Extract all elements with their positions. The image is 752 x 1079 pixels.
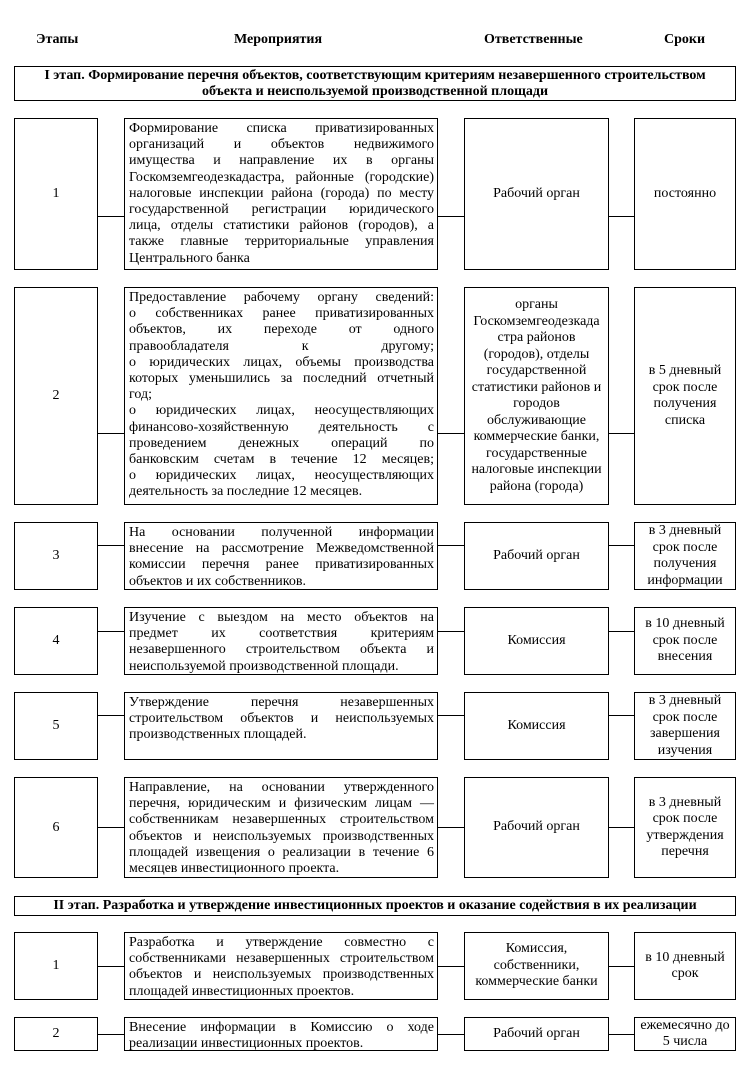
connector-line [438,216,464,217]
text-block [649,693,721,759]
connector-line [609,1034,634,1035]
term-box [634,777,736,878]
text-block [129,121,434,267]
text-line: в 10 дневный [645,616,725,632]
text-line: срок после [652,632,718,648]
connector-line [438,631,464,632]
text-line: в 10 дневный [645,949,725,965]
text-block [645,950,724,983]
text-line: срок после [652,539,718,555]
header-activities: Мероприятия [234,32,323,47]
connector-line [438,966,464,967]
connector-line [98,827,124,828]
text-line: о юридических лицах, объемы производства [129,354,434,370]
stage-1-title-line-2: объекта и неиспользуемой производственной площади [201,84,549,99]
connector-line [609,631,634,632]
text-line: стра районов [497,330,576,345]
text-line: также главные территориальные управления [129,234,434,250]
text-block [507,718,565,735]
connector-line [98,216,124,217]
text-line: статистики районов и [471,379,602,395]
term-box [634,118,736,270]
text-line: срок после [652,379,718,395]
text-block [507,633,565,650]
text-line: правообладателя к другому; [129,338,434,354]
activity-box [124,118,438,270]
connector-line [98,631,124,632]
text-block [129,695,434,744]
text-line: Госкомземгеодезкада [473,313,600,329]
responsible-box [464,692,609,760]
text-line: производственных площадей. [129,727,307,743]
row-number: 2 [14,287,98,505]
activity-box [124,932,438,1000]
text-block [493,1026,580,1043]
header-terms: Сроки [664,32,706,47]
text-line: Рабочий орган [493,819,580,835]
responsible-box [464,1017,609,1051]
connector-line [98,545,124,546]
connector-line [609,827,634,828]
text-line: Комиссия [507,717,566,733]
row-number: 6 [14,777,98,878]
row-number: 1 [14,932,98,1000]
row-number: 3 [14,522,98,590]
header-responsible: Ответственные [484,32,583,47]
text-line: которых уменьшились за последний отчетный [129,371,434,387]
text-line: деятельность за последние 12 месяцев. [129,484,363,500]
text-line: срок [671,966,699,981]
text-line: государственной регистрации юридического [129,202,434,218]
text-line: Рабочий орган [493,185,580,201]
text-line: срок после [652,709,718,725]
text-line: государственные [486,445,587,461]
responsible-box [464,607,609,675]
text-line: списка [664,412,706,428]
text-line: в 3 дневный [648,693,722,708]
text-line: завершения [650,726,720,741]
connector-line [438,827,464,828]
text-block [475,941,597,991]
text-line: организаций и объектов недвижимого [129,137,434,153]
connector-line [438,433,464,434]
activity-box [124,777,438,878]
text-line: района (города) [489,478,584,494]
connector-line [438,715,464,716]
connector-line [609,715,634,716]
text-line: перечня [661,844,709,859]
activity-box [124,522,438,590]
row-number: 4 [14,607,98,675]
text-line: городов [513,396,560,411]
text-block [129,780,434,877]
text-line: Центрального банка [129,250,250,266]
connector-line [438,1034,464,1035]
text-block [129,935,434,1000]
term-box [634,1017,736,1051]
header-stages: Этапы [36,32,79,47]
text-line: о юридических лицах, неосуществляющих [129,403,434,419]
connector-line [609,966,634,967]
text-line: обслуживающие [487,412,586,428]
text-line: постоянно [653,185,717,201]
text-line: финансово-хозяйственную деятельность с [129,419,434,435]
connector-line [609,545,634,546]
text-block [129,1020,434,1052]
text-line: Рабочий орган [493,547,580,563]
stage-2-title: II этап. Разработка и утверждение инвестиционных проектов и оказание содействия в их реализации [53,898,697,913]
text-line: органы [515,297,558,312]
text-block [645,616,724,666]
text-line: объектов и неиспользуемых производственных [129,828,434,844]
text-line: Комиссия [507,632,566,648]
text-line: государственной [486,363,587,378]
text-line: коммерческие банки, [473,429,600,444]
text-line: внесения [657,649,713,665]
text-line: банковским счетам в течение 12 месяцев; [129,452,434,468]
text-block [493,186,580,203]
text-line: Утверждение перечня незавершенных [129,695,434,710]
text-line: На основании полученной информации [129,525,434,540]
text-line: внесение на рассмотрение Межведомственной [129,541,434,557]
text-block [493,819,580,836]
responsible-box [464,287,609,505]
responsible-box [464,932,609,1000]
text-line: налоговые инспекции [471,462,602,477]
connector-line [98,715,124,716]
row-number: 1 [14,118,98,270]
text-block [649,363,721,429]
text-line: ежемесячно до [640,1017,730,1033]
text-line: собственники, [493,957,580,973]
text-line: получения [653,556,717,571]
text-line: площадей инвестиционных проектов. [129,983,355,999]
text-line: собственниками незавершенных строительством [129,951,434,967]
text-line: налоговые инспекции района (города) по месту [129,185,434,201]
text-line: перечня, юридическим и физическим лицам — [129,796,434,812]
text-line: Внесение информации в Комиссию о ходе [129,1020,434,1035]
text-line: предмет их соответствия критериям [129,626,434,642]
term-box [634,287,736,505]
text-line: реализации инвестиционных проектов. [129,1036,364,1052]
text-line: Предоставление рабочему органу сведений: [129,290,434,305]
text-line: объектов, их переходе от одного [129,322,434,338]
text-block [646,795,723,861]
text-line: Рабочий орган [493,1025,580,1041]
text-line: Разработка и утверждение совместно с [129,935,434,950]
text-line: (городов), отделы [483,346,590,362]
text-line: Госкомземгеодезкадастра, районные (городские) [129,169,434,185]
text-line: неиспользуемой производственной площади. [129,658,399,674]
text-line: в 3 дневный [648,794,722,810]
stage-1-banner [14,66,736,101]
text-line: объектов и их собственников. [129,573,306,589]
activity-box [124,607,438,675]
text-block [471,297,601,495]
text-line: Формирование списка приватизированных [129,121,434,136]
responsible-box [464,522,609,590]
text-line: незавершенного строительством объекта и [129,642,434,658]
text-line: Направление, на основании утвержденного [129,780,434,795]
activity-box [124,1017,438,1051]
text-line: о собственниках ранее приватизированных [129,306,434,322]
responsible-box [464,118,609,270]
text-block [129,610,434,675]
text-block [129,290,434,501]
text-line: утверждения [646,827,724,843]
text-line: строительством объектов и неиспользуемых [129,711,434,727]
activity-box [124,692,438,760]
text-block [647,523,722,589]
text-line: имущества и направление их в органы [129,153,434,169]
text-line: Комиссия, [505,941,568,957]
text-line: срок после [652,811,718,826]
responsible-box [464,777,609,878]
text-line: площадей извещения о реализации в течение 6 [129,844,434,860]
text-line: изучения [657,742,713,758]
text-line: комиссии перечня ранее приватизированных [129,557,434,573]
text-line: месяцев инвестиционного проекта. [129,861,340,877]
text-line: 5 числа [662,1034,708,1049]
text-block [654,186,716,203]
text-line: коммерческие банки [475,974,598,990]
term-box [634,932,736,1000]
text-line: в 5 дневный [648,363,722,378]
term-box [634,692,736,760]
connector-line [98,1034,124,1035]
text-line: о юридических лицах, неосуществляющих [129,468,434,484]
row-number: 5 [14,692,98,760]
connector-line [609,433,634,434]
text-block [129,525,434,590]
term-box [634,522,736,590]
term-box [634,607,736,675]
text-block [493,548,580,565]
text-line: Изучение с выездом на место объектов на [129,610,434,625]
connector-line [609,216,634,217]
text-line: объектов и неиспользуемых производственных [129,967,434,983]
text-line: получения [653,396,717,411]
text-line: год; [129,387,153,403]
activity-box [124,287,438,505]
text-line: информации [647,572,723,588]
text-line: собственникам незавершенных строительством [129,812,434,828]
text-line: в 3 дневный [648,523,722,538]
row-number: 2 [14,1017,98,1051]
connector-line [98,966,124,967]
text-line: проведением денежных операций по [129,435,434,451]
text-block [640,1018,729,1051]
text-line: лица, отделы статистики районов (городов), а [129,218,434,234]
connector-line [438,545,464,546]
stage-2-banner [14,896,736,916]
connector-line [98,433,124,434]
stage-1-title-line-1: I этап. Формирование перечня объектов, соответствующим критериям незавершенного строительством [44,68,706,83]
